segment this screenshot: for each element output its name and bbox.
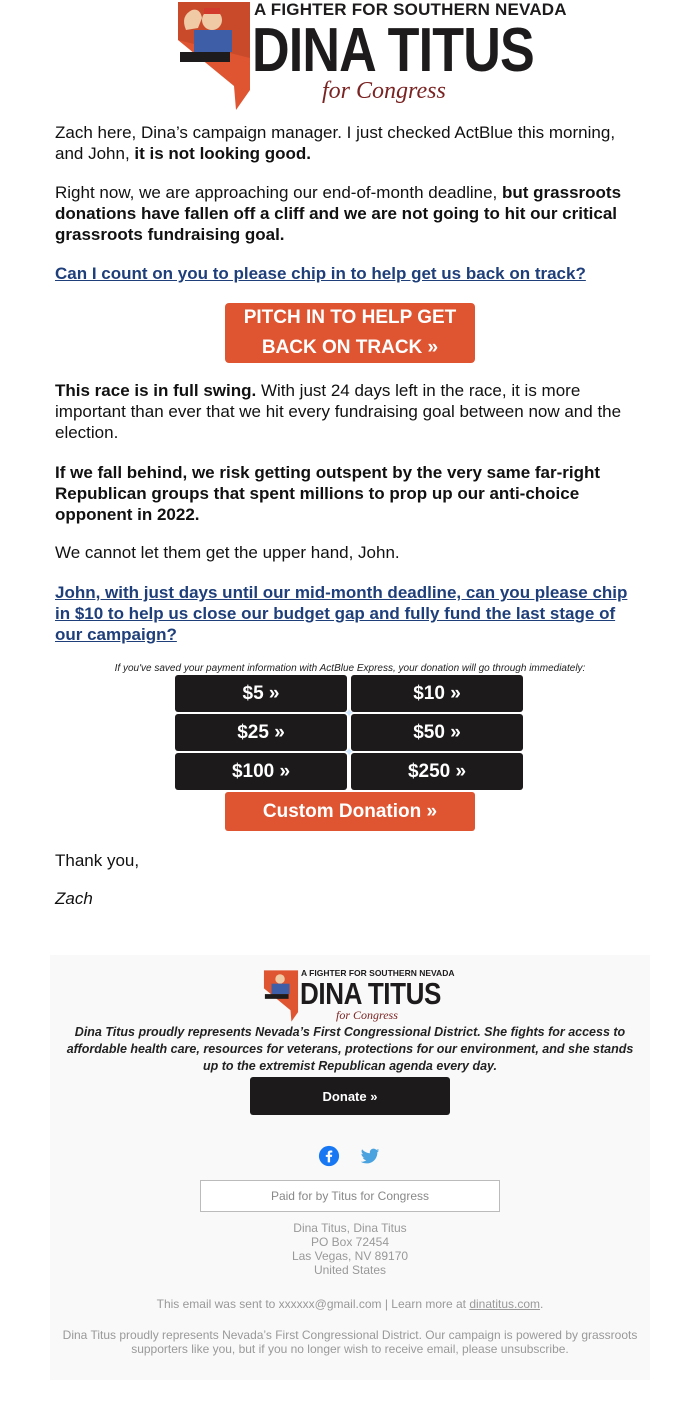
paragraph-race	[55, 380, 645, 443]
footer-disclaimer: Dina Titus proudly represents Nevada’s First Congressional District. Our campaign is powered by grassroots supporters like you, but if you no longer wish to receive email, please unsubscribe.	[62, 1328, 638, 1356]
race-text: With just 24 days left in the race, it is more important than ever that we hit every fundraising goal between now and the election.	[55, 381, 622, 442]
outspent-text: If we fall behind, we risk getting outspent by the very same far-right Republican groups that spent millions to prop up our anti-choice opponent in 2022.	[55, 463, 601, 524]
footer	[50, 955, 650, 1380]
footer-tagline: A FIGHTER FOR SOUTHERN NEVADA	[301, 968, 455, 978]
pitch-in-line-1: PITCH IN TO HELP GET	[243, 307, 457, 328]
thank-you-text: Thank you,	[55, 851, 140, 870]
footer-logo[interactable]	[263, 968, 455, 1024]
paid-for-box: Paid for by Titus for Congress	[200, 1180, 500, 1212]
header-subtitle: for Congress	[322, 78, 446, 104]
link-chip-in-container	[55, 263, 645, 284]
donate-250-button[interactable]: $250 »	[351, 753, 523, 790]
race-bold: This race is in full swing.	[55, 381, 257, 400]
signature: Zach	[55, 889, 93, 908]
footer-donate-button[interactable]: Donate »	[250, 1077, 450, 1115]
paragraph-intro	[55, 122, 645, 164]
sent-to-line	[50, 1297, 650, 1311]
donate-10-button[interactable]: $10 »	[351, 675, 523, 712]
sent-to-text: This email was sent to xxxxxx@gmail.com | Learn more at	[156, 1297, 470, 1311]
paragraph-outspent	[55, 462, 645, 525]
address-line: Dina Titus, Dina Titus	[293, 1221, 407, 1235]
footer-address	[50, 1221, 650, 1277]
pitch-in-line-2: BACK ON TRACK »	[261, 337, 439, 358]
paragraph-upper-hand	[55, 542, 645, 563]
sent-to-suffix: .	[540, 1297, 544, 1311]
actblue-express-note: If you've saved your payment information with ActBlue Express, your donation will go through immediately:	[114, 663, 586, 674]
header-logo[interactable]	[176, 0, 567, 112]
signature-container	[55, 888, 645, 909]
nevada-logo-icon	[176, 0, 252, 112]
address-line: PO Box 72454	[310, 1235, 390, 1249]
pitch-in-button[interactable]	[225, 303, 475, 363]
link-ten-dollar-container	[55, 582, 645, 645]
donate-5-button[interactable]: $5 »	[175, 675, 347, 712]
footer-subtitle: for Congress	[336, 1008, 398, 1022]
donation-amount-grid	[175, 675, 525, 792]
sparkle-icon: ✦	[344, 745, 355, 759]
custom-donation-button[interactable]: Custom Donation »	[225, 792, 475, 831]
deadline-text: Right now, we are approaching our end-of-month deadline,	[55, 183, 503, 202]
chip-in-link[interactable]: Can I count on you to please chip in to help get us back on track?	[55, 264, 586, 283]
upper-hand-text: We cannot let them get the upper hand, John.	[55, 543, 400, 562]
donate-100-button[interactable]: $100 »	[175, 753, 347, 790]
address-line: United States	[313, 1263, 387, 1277]
deadline-bold: but grassroots donations have fallen off a cliff and we are not going to hit our critical grassroots fundraising goal.	[55, 183, 622, 244]
paragraph-deadline	[55, 182, 645, 245]
twitter-icon[interactable]	[359, 1145, 381, 1167]
website-link[interactable]: dinatitus.com	[469, 1297, 541, 1311]
footer-name: DINA TITUS	[300, 976, 441, 1011]
facebook-icon[interactable]	[318, 1145, 340, 1167]
nevada-logo-icon	[263, 968, 299, 1024]
donate-25-button[interactable]: $25 »	[175, 714, 347, 751]
intro-bold: it is not looking good.	[134, 144, 311, 163]
header-tagline: A FIGHTER FOR SOUTHERN NEVADA	[254, 0, 567, 19]
thanks-container	[55, 850, 645, 871]
chip-in-ten-link[interactable]: John, with just days until our mid-month deadline, can you please chip in $10 to help us close our budget gap and fully fund the last stage of our campaign?	[55, 583, 628, 644]
header-name: DINA TITUS	[252, 16, 534, 85]
footer-description: Dina Titus proudly represents Nevada’s First Congressional District. She fights for access to affordable health care, resources for veterans, protections for our environment, and she stands up to the extremist Republican agenda every day.	[66, 1025, 634, 1073]
intro-text: Zach here, Dina’s campaign manager. I just checked ActBlue this morning, and John,	[55, 123, 616, 163]
address-line: Las Vegas, NV 89170	[291, 1249, 409, 1263]
sparkle-icon: ✦	[344, 706, 355, 720]
donate-50-button[interactable]: $50 »	[351, 714, 523, 751]
